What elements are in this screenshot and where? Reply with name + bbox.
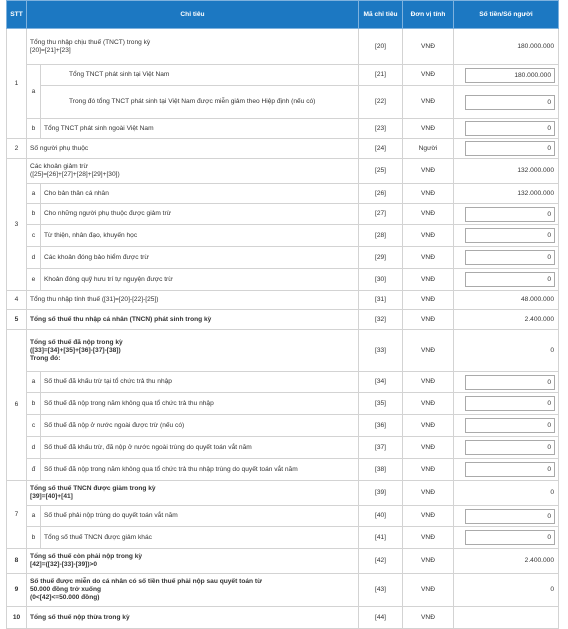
table-row: [7, 310, 559, 330]
row-unit: VNĐ: [403, 393, 454, 415]
table-row: [7, 225, 559, 247]
row-title: Số thuế đã khấu trừ, đã nộp ở nước ngoài trùng do quyết toán vắt năm: [41, 437, 359, 459]
row-number: 6: [7, 330, 27, 481]
row-unit: VNĐ: [403, 29, 454, 65]
row-value: 0: [454, 574, 559, 607]
row-formula: [39]=[40]+[41]: [30, 493, 73, 500]
row-code: [36]: [359, 415, 403, 437]
row-unit: VNĐ: [403, 372, 454, 393]
row-code: [27]: [359, 204, 403, 225]
row-sub-label: b: [27, 527, 41, 549]
row-title: Tổng TNCT phát sinh tại Việt Nam: [41, 65, 359, 86]
row-code: [23]: [359, 119, 403, 139]
amount-input[interactable]: 0: [465, 272, 555, 287]
row-unit: VNĐ: [403, 415, 454, 437]
row-unit: VNĐ: [403, 204, 454, 225]
row-value-cell: [454, 139, 559, 159]
row-value-cell: [454, 269, 559, 291]
row-code: [20]: [359, 29, 403, 65]
row-title: Từ thiện, nhân đạo, khuyến học: [41, 225, 359, 247]
row-unit: VNĐ: [403, 437, 454, 459]
row-number: 7: [7, 481, 27, 549]
row-number: 4: [7, 291, 27, 310]
row-sub-label: b: [27, 393, 41, 415]
row-title: [27, 549, 359, 574]
table-row: [7, 291, 559, 310]
row-code: [44]: [359, 607, 403, 629]
row-code: [21]: [359, 65, 403, 86]
row-title: Khoản đóng quỹ hưu trí tự nguyện được trừ: [41, 269, 359, 291]
row-code: [26]: [359, 184, 403, 204]
row-title: Số thuế đã nộp trong năm không qua tổ chức trả thu nhập: [41, 393, 359, 415]
row-title: Số thuế phải nộp trùng do quyết toán vắt năm: [41, 506, 359, 527]
row-sub-label: b: [27, 119, 41, 139]
row-title: Trong đó tổng TNCT phát sinh tại Việt Nam được miễn giảm theo Hiệp định (nếu có): [41, 86, 359, 119]
row-title: Tổng số thuế TNCN được giảm khác: [41, 527, 359, 549]
row-title: Số thuế đã nộp ở nước ngoài được trừ (nếu có): [41, 415, 359, 437]
row-code: [38]: [359, 459, 403, 481]
row-title: [27, 481, 359, 506]
row-code: [35]: [359, 393, 403, 415]
table-row: [7, 247, 559, 269]
row-code: [39]: [359, 481, 403, 506]
row-title: Tổng thu nhập tính thuế ([31]=[20]-[22]-[25]): [27, 291, 359, 310]
row-code: [37]: [359, 437, 403, 459]
table-row: [7, 139, 559, 159]
row-unit: VNĐ: [403, 330, 454, 372]
row-title: [27, 29, 359, 65]
amount-input[interactable]: 0: [465, 440, 555, 455]
row-code: [24]: [359, 139, 403, 159]
table-row: [7, 415, 559, 437]
row-value-cell: [454, 86, 559, 119]
table-header-row: [7, 1, 559, 29]
row-title: Số thuế đã khấu trừ tại tổ chức trả thu nhập: [41, 372, 359, 393]
row-note: Trong đó:: [30, 354, 61, 362]
table-row: [7, 372, 559, 393]
table-row: [7, 86, 559, 119]
row-code: [34]: [359, 372, 403, 393]
table-row: [7, 65, 559, 86]
row-value: 0: [454, 330, 559, 372]
amount-input[interactable]: 0: [465, 95, 555, 110]
row-title: Tổng số thuế thu nhập cá nhân (TNCN) phát sinh trong kỳ: [27, 310, 359, 330]
row-title: [27, 159, 359, 184]
row-value: 2.400.000: [454, 549, 559, 574]
table-row: [7, 481, 559, 506]
amount-input[interactable]: 0: [465, 250, 555, 265]
row-unit: VNĐ: [403, 119, 454, 139]
row-value: 0: [454, 481, 559, 506]
row-number: 2: [7, 139, 27, 159]
row-title: Cho bản thân cá nhân: [41, 184, 359, 204]
row-title: Các khoản đóng bảo hiểm được trừ: [41, 247, 359, 269]
row-unit: Người: [403, 139, 454, 159]
row-sub-label: c: [27, 225, 41, 247]
row-title-text: Các khoản giảm trừ: [30, 163, 88, 170]
row-code: [42]: [359, 549, 403, 574]
row-title-text: Tổng số thuế còn phải nộp trong kỳ: [30, 553, 143, 560]
row-number: 8: [7, 549, 27, 574]
header-ma-chi-tieu: Mã chỉ tiêu: [359, 1, 403, 29]
row-title: [27, 330, 359, 372]
row-code: [29]: [359, 247, 403, 269]
row-unit: VNĐ: [403, 527, 454, 549]
row-unit: VNĐ: [403, 86, 454, 119]
row-code: [31]: [359, 291, 403, 310]
header-stt: STT: [7, 1, 27, 29]
row-sub-label: d: [27, 247, 41, 269]
amount-input[interactable]: 0: [465, 207, 555, 222]
row-title-text: Tổng số thuế đã nộp trong kỳ: [30, 338, 123, 346]
row-value: 2.400.000: [454, 310, 559, 330]
amount-input[interactable]: 0: [465, 530, 555, 545]
row-value-cell: [454, 506, 559, 527]
row-unit: VNĐ: [403, 574, 454, 607]
row-unit: VNĐ: [403, 225, 454, 247]
row-number: 3: [7, 159, 27, 291]
row-title: Số thuế đã nộp trong năm không qua tổ chức trả thu nhập trùng do quyết toán vắt năm: [41, 459, 359, 481]
row-title-text: Tổng số thuế TNCN được giảm trong kỳ: [30, 485, 156, 492]
amount-input[interactable]: 0: [465, 509, 555, 524]
row-code: [25]: [359, 159, 403, 184]
header-so-tien: Số tiền/Số người: [454, 1, 559, 29]
row-sub-label: a: [27, 184, 41, 204]
row-value: 132.000.000: [454, 184, 559, 204]
row-value-cell: [454, 527, 559, 549]
table-row: [7, 607, 559, 629]
row-unit: VNĐ: [403, 65, 454, 86]
table-row: [7, 393, 559, 415]
row-title: [27, 574, 359, 607]
row-value-cell: [454, 247, 559, 269]
amount-input[interactable]: 0: [465, 462, 555, 477]
tax-form-frame: [6, 0, 558, 621]
row-title: Tổng TNCT phát sinh ngoài Việt Nam: [41, 119, 359, 139]
row-value: 180.000.000: [454, 29, 559, 65]
row-value-cell: [454, 65, 559, 86]
row-sub-label: d: [27, 437, 41, 459]
tax-settlement-table: [6, 0, 559, 629]
row-title: Tổng số thuế nộp thừa trong kỳ: [27, 607, 359, 629]
row-value-cell: [454, 372, 559, 393]
table-row: [7, 159, 559, 184]
row-sub-label: a: [27, 506, 41, 527]
table-row: [7, 527, 559, 549]
row-value-cell: [454, 225, 559, 247]
table-row: [7, 437, 559, 459]
row-value: 132.000.000: [454, 159, 559, 184]
row-value: 48.000.000: [454, 291, 559, 310]
table-row: [7, 506, 559, 527]
row-title-text: Số thuế được miễn do cá nhân có số tiền thuế phải nộp sau quyết toán từ 50.000 đồng trở xuống: [30, 578, 262, 593]
amount-input[interactable]: 0: [465, 121, 555, 136]
table-row: [7, 459, 559, 481]
row-code: [43]: [359, 574, 403, 607]
amount-input[interactable]: 0: [465, 228, 555, 243]
row-sub-label: b: [27, 204, 41, 225]
row-code: [30]: [359, 269, 403, 291]
table-row: [7, 119, 559, 139]
row-code: [41]: [359, 527, 403, 549]
table-row: [7, 29, 559, 65]
row-unit: VNĐ: [403, 481, 454, 506]
amount-input[interactable]: 0: [465, 141, 555, 156]
row-value-cell: [454, 437, 559, 459]
table-row: [7, 549, 559, 574]
row-number: 9: [7, 574, 27, 607]
row-unit: VNĐ: [403, 291, 454, 310]
row-title: Cho những người phụ thuộc được giảm trừ: [41, 204, 359, 225]
row-sub-label: c: [27, 415, 41, 437]
row-sub-label: a: [27, 372, 41, 393]
row-value-cell: [454, 459, 559, 481]
row-formula: ([25]=[26]+[27]+[28]+[29]+[30]): [30, 171, 120, 178]
table-row: [7, 330, 559, 372]
row-unit: VNĐ: [403, 506, 454, 527]
row-unit: VNĐ: [403, 310, 454, 330]
row-unit: VNĐ: [403, 269, 454, 291]
table-row: [7, 204, 559, 225]
row-unit: VNĐ: [403, 184, 454, 204]
table-row: [7, 269, 559, 291]
row-unit: VNĐ: [403, 159, 454, 184]
amount-input[interactable]: 0: [465, 418, 555, 433]
row-sub-label: a: [27, 65, 41, 119]
amount-input[interactable]: 180.000.000: [465, 68, 555, 83]
amount-input[interactable]: 0: [465, 375, 555, 390]
row-code: [33]: [359, 330, 403, 372]
row-value-cell: [454, 119, 559, 139]
row-value-cell: [454, 393, 559, 415]
row-sub-label: e: [27, 269, 41, 291]
row-number: 5: [7, 310, 27, 330]
row-number: 1: [7, 29, 27, 139]
row-unit: VNĐ: [403, 549, 454, 574]
row-value-cell: [454, 204, 559, 225]
row-code: [40]: [359, 506, 403, 527]
row-formula: [42]=([32]-[33]-[39])>0: [30, 561, 98, 568]
header-don-vi: Đơn vị tính: [403, 1, 454, 29]
table-row: [7, 574, 559, 607]
amount-input[interactable]: 0: [465, 396, 555, 411]
row-value-cell: [454, 415, 559, 437]
row-formula: ([33]=[34]+[35]+[36]-[37]-[38]): [30, 346, 121, 354]
row-code: [32]: [359, 310, 403, 330]
row-unit: VNĐ: [403, 247, 454, 269]
row-number: 10: [7, 607, 27, 629]
header-chi-tieu: Chỉ tiêu: [27, 1, 359, 29]
row-unit: VNĐ: [403, 607, 454, 629]
row-formula: [20]=[21]+[23]: [30, 46, 71, 54]
row-title: Số người phụ thuộc: [27, 139, 359, 159]
row-title-text: Tổng thu nhập chịu thuế (TNCT) trong kỳ: [30, 38, 151, 46]
row-value: [454, 607, 559, 629]
row-code: [22]: [359, 86, 403, 119]
row-code: [28]: [359, 225, 403, 247]
row-sub-label: đ: [27, 459, 41, 481]
row-formula: (0<[42]<=50.000 đồng): [30, 594, 100, 601]
row-unit: VNĐ: [403, 459, 454, 481]
table-row: [7, 184, 559, 204]
